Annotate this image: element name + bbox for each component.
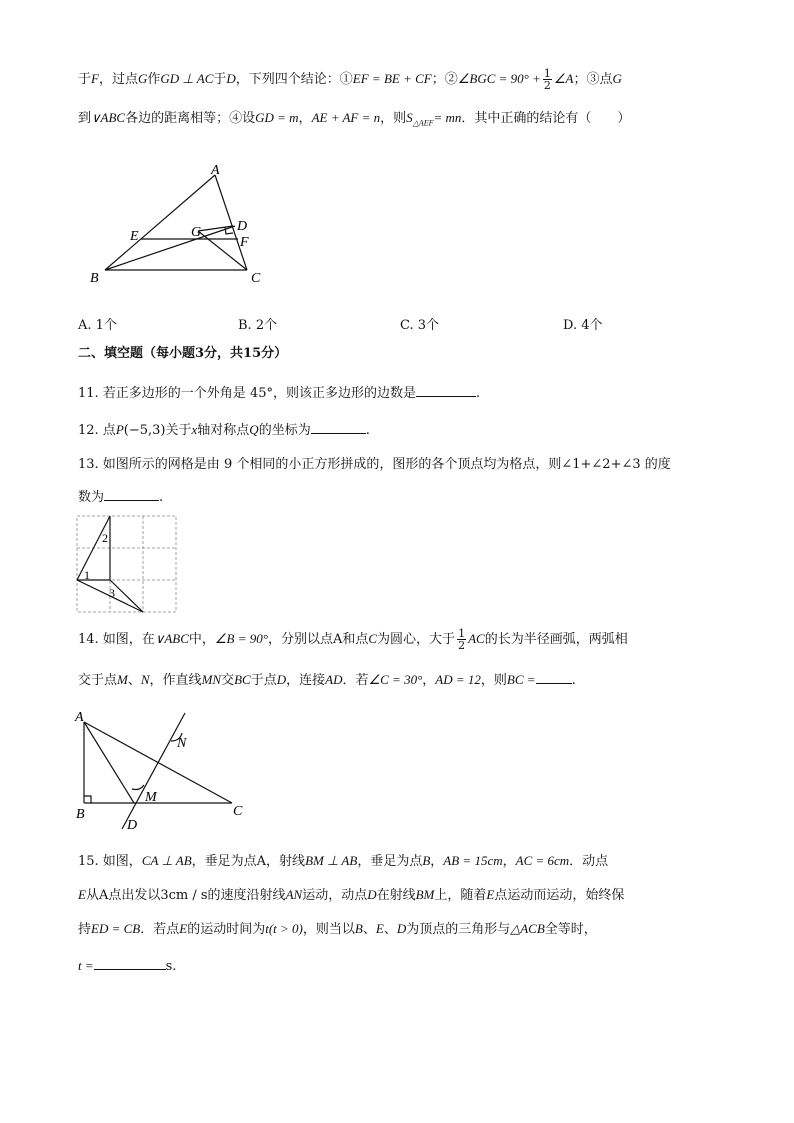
text: 、 xyxy=(383,922,397,937)
text: 关于 xyxy=(165,423,192,438)
fraction xyxy=(457,628,466,651)
q14-line-2 xyxy=(78,671,576,689)
var-D: D xyxy=(276,672,287,687)
var-x: x xyxy=(191,422,198,437)
text: 为圆心，大于 xyxy=(377,632,456,647)
label-C: C xyxy=(251,271,261,286)
text: 的运动时间为 xyxy=(187,922,266,937)
math-perp: GD ⊥ AC xyxy=(160,71,214,86)
math-speed: 3cm / s xyxy=(160,888,208,903)
text: ，下列四个结论：① xyxy=(235,72,353,87)
var-P: P xyxy=(115,422,124,437)
text: 在射线 xyxy=(376,888,416,903)
text: ， xyxy=(298,111,312,126)
text: ，垂足为点 xyxy=(357,854,423,869)
text: . xyxy=(365,423,370,438)
var-D: D xyxy=(367,887,377,902)
var-AN: AN xyxy=(285,887,303,902)
q12 xyxy=(78,421,370,439)
side-AB xyxy=(105,175,215,270)
var-E: E xyxy=(486,887,495,902)
text: 从A点出发以 xyxy=(85,888,161,903)
text: 作 xyxy=(147,72,161,87)
frac-num: 1 xyxy=(458,627,466,640)
q10-line-1 xyxy=(78,68,622,91)
text: 于点 xyxy=(250,673,277,688)
label-B: B xyxy=(76,807,85,822)
coords: (−5,3) xyxy=(123,423,166,438)
text: . xyxy=(159,490,164,505)
q15-line-4 xyxy=(78,957,176,975)
var-MN: MN xyxy=(201,672,222,687)
math-ED-CB: ED = CB xyxy=(91,921,141,936)
label-B: B xyxy=(90,271,99,286)
var-G: G xyxy=(612,71,622,86)
arc-M xyxy=(132,785,144,790)
text: 持 xyxy=(78,922,92,937)
line-MN xyxy=(122,713,185,829)
var-E: E xyxy=(179,921,188,936)
text: ．若点 xyxy=(140,922,180,937)
var-E: E xyxy=(375,921,384,936)
var-AD: AD xyxy=(325,672,343,687)
text: ，垂足为点A，射线 xyxy=(191,854,306,869)
text: 轴对称点 xyxy=(197,423,250,438)
label-N: N xyxy=(177,736,187,751)
section-title: 二、填空题（每小题3分，共15分） xyxy=(78,346,288,361)
math-t: t(t > 0) xyxy=(265,921,303,936)
answer-blank[interactable] xyxy=(416,384,476,397)
q13-line-1: 13. 如图所示的网格是由 9 个相同的小正方形拼成的，图形的各个顶点均为格点，则∠1+∠2+∠3 的度 xyxy=(78,457,671,472)
math-angle-C: ∠C = 30° xyxy=(368,672,423,687)
option-b: B. 2个 xyxy=(238,318,278,333)
q11 xyxy=(78,384,480,402)
text: ，分别以点A和点 xyxy=(267,632,369,647)
q15-line-2 xyxy=(78,887,624,904)
text: 、 xyxy=(362,922,376,937)
answer-blank[interactable] xyxy=(94,957,166,970)
text: s. xyxy=(165,959,177,974)
text: ．动点 xyxy=(569,854,609,869)
text: ；② xyxy=(431,72,458,87)
text: 于 xyxy=(78,72,92,87)
q10-triangle-figure xyxy=(85,160,285,290)
label-D: D xyxy=(127,818,138,833)
text: ， xyxy=(422,673,436,688)
math-area: S xyxy=(406,110,413,125)
var-BM: BM xyxy=(415,887,435,902)
math-AD: AD = 12 xyxy=(435,672,481,687)
label-E: E xyxy=(130,229,139,244)
var-Q: Q xyxy=(249,422,259,437)
label-C: C xyxy=(233,804,243,819)
math-perp2: BM ⊥ AB xyxy=(305,853,358,868)
math-eq3: GD = m xyxy=(255,110,299,125)
label-A: A xyxy=(211,163,220,178)
text: ， xyxy=(430,854,444,869)
var-D: D xyxy=(226,71,236,86)
text: ．其中正确的结论有（ ） xyxy=(461,111,631,126)
text: ，则 xyxy=(480,673,507,688)
math-eq2: ∠BGC = 90° + xyxy=(457,71,541,86)
option-c: C. 3个 xyxy=(400,318,440,333)
text: 交于点 xyxy=(78,673,118,688)
q10-line-2 xyxy=(78,110,630,132)
var-D: D xyxy=(396,921,407,936)
text: 的速度沿射线 xyxy=(207,888,286,903)
frac-den: 2 xyxy=(458,639,466,652)
label-G: G xyxy=(191,225,202,240)
text: ，连接 xyxy=(286,673,326,688)
math-area-eq: = mn xyxy=(433,110,462,125)
text: 到 xyxy=(78,111,92,126)
text: ；③点 xyxy=(573,72,613,87)
text: 数为 xyxy=(78,490,105,505)
option-d: D. 4个 xyxy=(563,318,603,333)
text: 点运动而运动，始终保 xyxy=(494,888,625,903)
grid-border xyxy=(77,516,176,612)
text: 全等时， xyxy=(544,922,597,937)
segment-1 xyxy=(77,516,110,580)
math-angle-B: ∠B = 90° xyxy=(214,631,268,646)
text: ，过点 xyxy=(98,72,138,87)
math-triangle: △ACB xyxy=(510,921,545,936)
text: ，作直线 xyxy=(149,673,202,688)
q13-grid-figure xyxy=(76,515,178,615)
text: 为顶点的三角形与 xyxy=(406,922,511,937)
label-M: M xyxy=(145,790,157,805)
var-M: M xyxy=(117,672,128,687)
segment-BG xyxy=(105,226,235,270)
fraction xyxy=(543,68,552,91)
math-triangle: ∨ABC xyxy=(91,110,126,125)
text: 、 xyxy=(127,673,141,688)
answer-blank[interactable] xyxy=(536,671,572,684)
math-t: t = xyxy=(78,958,94,973)
q13-line-2 xyxy=(78,488,163,506)
text: 中， xyxy=(188,632,215,647)
text: ，则当以 xyxy=(302,922,355,937)
segment-AD xyxy=(84,722,134,803)
var-B: B xyxy=(422,853,431,868)
text: 各边的距离相等；④设 xyxy=(125,111,256,126)
text: ，则 xyxy=(380,111,407,126)
angle-label-2: 2 xyxy=(102,531,108,545)
text: 运动，动点 xyxy=(302,888,368,903)
var-F: F xyxy=(91,71,99,86)
right-angle-mark xyxy=(84,796,91,803)
math-triangle: ∨ABC xyxy=(154,631,189,646)
text: 15. 如图， xyxy=(78,854,142,869)
frac-num: 1 xyxy=(543,67,551,80)
math-angle: ∠A xyxy=(553,71,574,86)
var-G: G xyxy=(137,71,148,86)
var-N: N xyxy=(140,672,150,687)
angle-label-1: 1 xyxy=(84,568,90,582)
math-eq4: AE + AF = n xyxy=(311,110,381,125)
text: 于 xyxy=(213,72,227,87)
answer-blank[interactable] xyxy=(104,488,159,501)
answer-blank[interactable] xyxy=(311,421,366,434)
var-C: C xyxy=(368,631,378,646)
label-A: A xyxy=(75,710,84,725)
q14-line-1 xyxy=(78,628,628,651)
q15-line-3 xyxy=(78,921,597,938)
math-sub: △AEF xyxy=(412,118,434,128)
q15-line-1 xyxy=(78,853,608,870)
math-perp1: CA ⊥ AB xyxy=(141,853,192,868)
q11-text: 11. 若正多边形的一个外角是 45°，则该正多边形的边数是 xyxy=(78,386,416,401)
text: 14. 如图，在 xyxy=(78,632,155,647)
text: . xyxy=(475,386,481,401)
var-BC: BC xyxy=(234,672,251,687)
var-AC: AC xyxy=(468,631,485,646)
text: 的长为半径画弧，两弧相 xyxy=(484,632,628,647)
math-AC: AC = 6cm xyxy=(515,853,570,868)
text: 12. 点 xyxy=(78,423,116,438)
option-a: A. 1个 xyxy=(78,318,117,333)
label-F: F xyxy=(240,235,249,250)
text: . xyxy=(571,673,576,688)
math-eq1: EF = BE + CF xyxy=(352,71,432,86)
var-B: B xyxy=(354,921,363,936)
q14-triangle-figure xyxy=(72,707,252,837)
text: 上，随着 xyxy=(434,888,487,903)
math-BC: BC = xyxy=(506,672,536,687)
angle-label-3: 3 xyxy=(109,586,115,600)
text: 的坐标为 xyxy=(258,423,311,438)
text: ， xyxy=(502,854,516,869)
var-E: E xyxy=(78,887,86,902)
text: ．若 xyxy=(342,673,369,688)
math-AB: AB = 15cm xyxy=(443,853,503,868)
frac-den: 2 xyxy=(543,79,551,92)
label-D: D xyxy=(237,219,248,234)
text: 交 xyxy=(221,673,235,688)
